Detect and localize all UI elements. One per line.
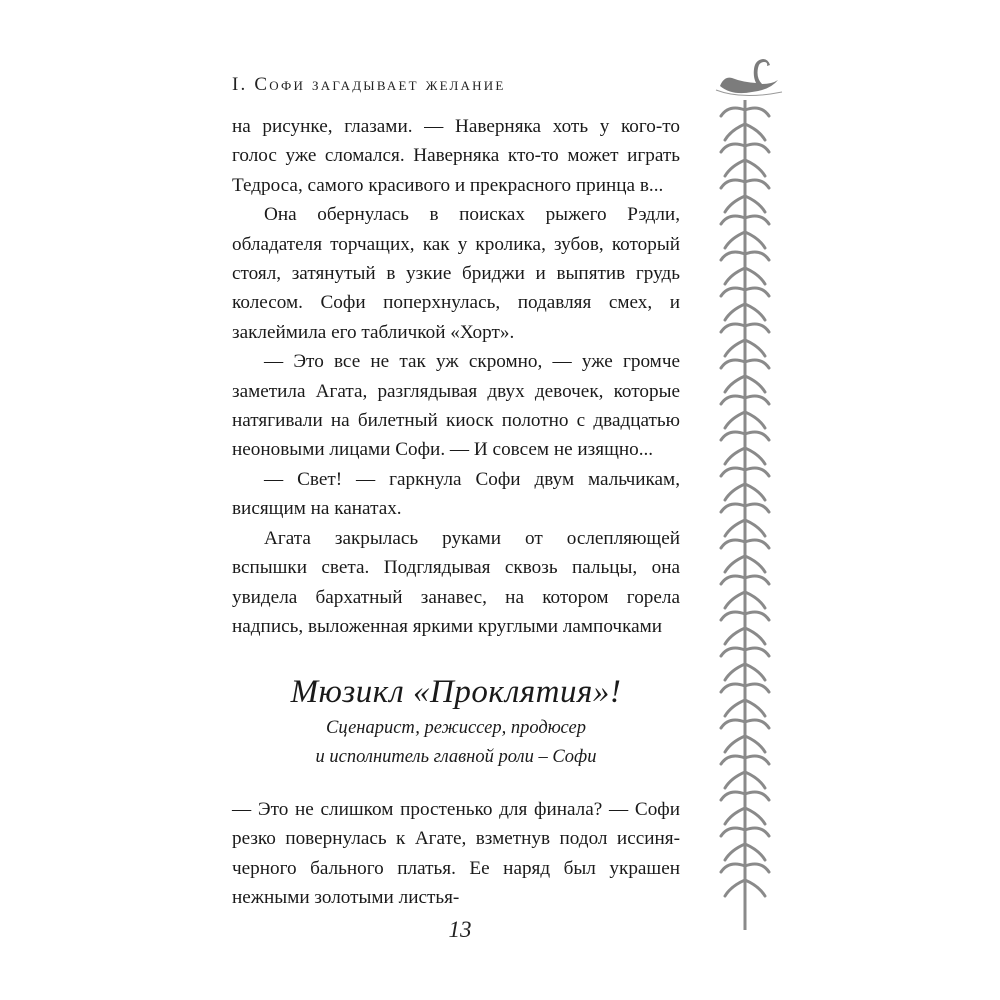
closing-text <box>232 795 680 913</box>
sign-block <box>232 670 680 772</box>
paragraph: на рисунке, глазами. — Наверняка хоть у кого-то голос уже сломался. Наверняка кто-то может играть Тедроса, самого красивого и прекрасного принца в... <box>232 116 680 196</box>
page-number: 13 <box>448 917 472 942</box>
subtitle-line-2: и исполнитель главной роли – Софи <box>315 747 597 767</box>
chapter-header: I. Софи загадывает желание <box>232 74 506 95</box>
paragraph: — Свет! — гаркнула Софи двум мальчикам, висящим на канатах. <box>232 468 680 520</box>
paragraph: — Это все не так уж скромно, — уже громче заметила Агата, разглядывая двух девочек, которые натягивали на билетный киоск полотно с двадцатью неоновыми лицами Софи. — И совсем не изящно... <box>232 351 680 461</box>
subtitle-line-1: Сценарист, режиссер, продюсер <box>326 718 586 738</box>
body-text <box>232 112 680 641</box>
paragraph: Она обернулась в поисках рыжего Рэдли, обладателя торчащих, как у кролика, зубов, который стоял, затянутый в узкие бриджи и выпятив грудь колесом. Софи поперхнулась, подавляя смех, и заклеймила его табличкой «Хорт». <box>232 204 680 343</box>
swan-icon <box>712 56 790 102</box>
paragraph: Агата закрылась руками от ослепляющей вспышки света. Подглядывая сквозь пальцы, она увидела бархатный занавес, на котором горела надпись, выложенная яркими круглыми лампочками <box>232 527 680 637</box>
vine-ornament <box>715 100 775 930</box>
paragraph: — Это не слишком простенько для финала? — Софи резко повернулась к Агате, взметнув подол иссиня-черного бального платья. Ее наряд был украшен нежными золотыми листья- <box>232 799 680 909</box>
musical-title: Мюзикл «Проклятия»! <box>290 674 622 710</box>
